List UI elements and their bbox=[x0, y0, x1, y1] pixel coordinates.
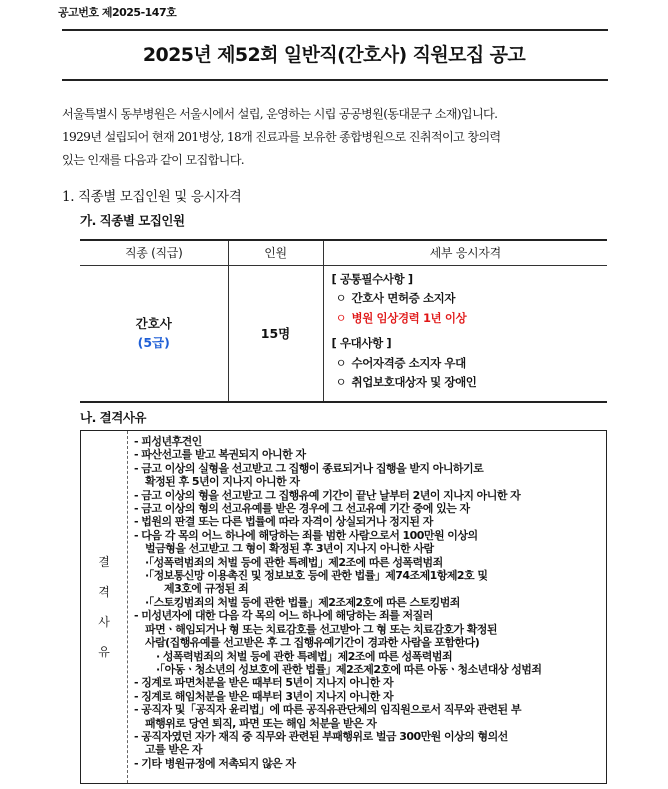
disqualification-box bbox=[80, 430, 607, 784]
title-top-rule bbox=[62, 29, 608, 31]
disqualification-line: ·「성폭력범죄의 처벌 등에 관한 특례법」제2조에 따른 성폭력범죄 bbox=[145, 555, 443, 569]
subsection-b-heading: 나. 결격사유 bbox=[80, 410, 146, 425]
disqualification-line: ·「정보통신망 이용촉진 및 정보보호 등에 관한 법률」제74조제1항제2호 및 bbox=[145, 569, 488, 583]
preference-heading: [ 우대사항 ] bbox=[331, 336, 392, 350]
disqualification-line: - 금고 이상의 실형을 선고받고 그 집행이 종료되거나 집행을 받지 아니하기로 bbox=[134, 461, 484, 475]
intro-line: 있는 인재를 다음과 같이 모집합니다. bbox=[62, 153, 244, 167]
disqualification-line: 파면ㆍ해임되거나 형 또는 치료감호를 선고받아 그 형 또는 치료감호가 확정된 bbox=[145, 622, 497, 636]
disqualification-label: 결 격 사 유 bbox=[81, 431, 128, 783]
disqualification-line: ·「아동ㆍ청소년의 성보호에 관한 법률」제2조제2호에 따른 아동ㆍ청소년대상 성범죄 bbox=[156, 662, 542, 676]
disqualification-line: 확정된 후 5년이 지나지 아니한 자 bbox=[145, 475, 300, 489]
intro-line: 1929년 설립되어 현재 201병상, 18개 진료과를 보유한 종합병원으로 진취적이고 창의력 bbox=[62, 130, 501, 144]
disqualification-line: - 미성년자에 대한 다음 각 목의 어느 하나에 해당하는 죄를 저질러 bbox=[134, 609, 433, 623]
disqualification-line: - 공직자였던 자가 재직 중 직무와 관련된 부패행위로 벌금 300만원 이상의 형의선 bbox=[134, 729, 508, 743]
disqualification-line: · 성폭력범죄의 처벌 등에 관한 특례법」제2조에 따른 성폭력범죄 bbox=[156, 649, 453, 663]
job-cell bbox=[80, 265, 228, 402]
disqualification-line: - 법원의 판결 또는 다른 법률에 따라 자격이 상실되거나 정지된 자 bbox=[134, 515, 433, 529]
disqualification-line: - 금고 이상의 형을 선고받고 그 집행유예 기간이 끝난 날부터 2년이 지나지 아니한 자 bbox=[134, 488, 521, 502]
bullet-icon: ㅇ bbox=[335, 375, 347, 389]
requirement-item: ㅇ 병원 임상경력 1년 이상 bbox=[332, 309, 608, 329]
page-title: 2025년 제52회 일반직(간호사) 직원모집 공고 bbox=[142, 44, 526, 66]
qualification-cell bbox=[323, 265, 607, 402]
subsection-a-heading: 가. 직종별 모집인원 bbox=[80, 213, 185, 228]
title-bottom-rule bbox=[62, 79, 608, 81]
disqualification-line: 벌금형을 선고받고 그 형이 확정된 후 3년이 지나지 아니한 사람 bbox=[145, 542, 434, 556]
bullet-icon: ㅇ bbox=[335, 291, 347, 305]
intro-line: 서울특별시 동부병원은 서울시에서 설립, 운영하는 시립 공공병원(동대문구 소재)입니다. bbox=[62, 107, 498, 121]
disqualification-line: - 기타 병원규정에 저촉되지 않은 자 bbox=[134, 756, 296, 770]
table-header-row bbox=[80, 240, 607, 265]
disqualification-line: - 금고 이상의 형의 선고유예를 받은 경우에 그 선고유예 기간 중에 있는 자 bbox=[134, 502, 470, 516]
disqualification-line: - 다음 각 목의 어느 하나에 해당하는 죄를 범한 사람으로서 100만원 이상의 bbox=[134, 528, 478, 542]
intro-paragraph bbox=[62, 103, 622, 172]
common-requirements-heading: [ 공통필수사항 ] bbox=[331, 271, 413, 286]
preference-item: ㅇ 취업보호대상자 및 장애인 bbox=[332, 373, 608, 393]
disqualification-line: 고를 받은 자 bbox=[145, 743, 202, 757]
disqualification-line: 제3호에 규정된 죄 bbox=[164, 582, 249, 596]
requirement-item: ㅇ 간호사 면허증 소지자 bbox=[332, 289, 608, 309]
bullet-icon: ㅇ bbox=[335, 355, 347, 370]
disqualification-list bbox=[134, 435, 606, 770]
preference-item: ㅇ 수어자격증 소지자 우대 bbox=[332, 354, 608, 374]
disqualification-line: - 징계로 파면처분을 받은 때부터 5년이 지나지 아니한 자 bbox=[134, 676, 394, 690]
disqualification-line: ·「스토킹범죄의 처벌 등에 관한 법률」제2조제2호에 따른 스토킹범죄 bbox=[145, 595, 460, 609]
disqualification-line: - 파산선고를 받고 복권되지 아니한 자 bbox=[134, 448, 306, 462]
job-grade: (5급) bbox=[137, 335, 170, 350]
disqualification-line: 사람(집행유예를 선고받은 후 그 집행유예기간이 경과한 사람을 포함한다) bbox=[145, 636, 480, 650]
disqualification-line: - 징계로 해임처분을 받은 때부터 3년이 지나지 아니한 자 bbox=[134, 689, 394, 703]
header-count: 인원 bbox=[228, 240, 323, 265]
header-job: 직종 (직급) bbox=[80, 240, 228, 265]
recruitment-table bbox=[80, 239, 607, 403]
notice-number: 공고번호 제2025-147호 bbox=[58, 6, 177, 19]
disqualification-line: 패행위로 당연 퇴직, 파면 또는 해임 처분을 받은 자 bbox=[145, 716, 377, 730]
disqualification-line: - 공직자 및「공직자 윤리법」에 따른 공직유관단체의 임직원으로서 직무와 관련된 부 bbox=[134, 703, 521, 717]
bullet-icon: ㅇ bbox=[335, 310, 347, 325]
header-qualification: 세부 응시자격 bbox=[323, 240, 607, 265]
table-row bbox=[80, 265, 607, 402]
job-title: 간호사 bbox=[135, 316, 172, 331]
section-1-heading: 1. 직종별 모집인원 및 응시자격 bbox=[62, 189, 242, 205]
disqualification-line: - 피성년후견인 bbox=[134, 435, 202, 448]
headcount: 15명 bbox=[228, 265, 323, 402]
